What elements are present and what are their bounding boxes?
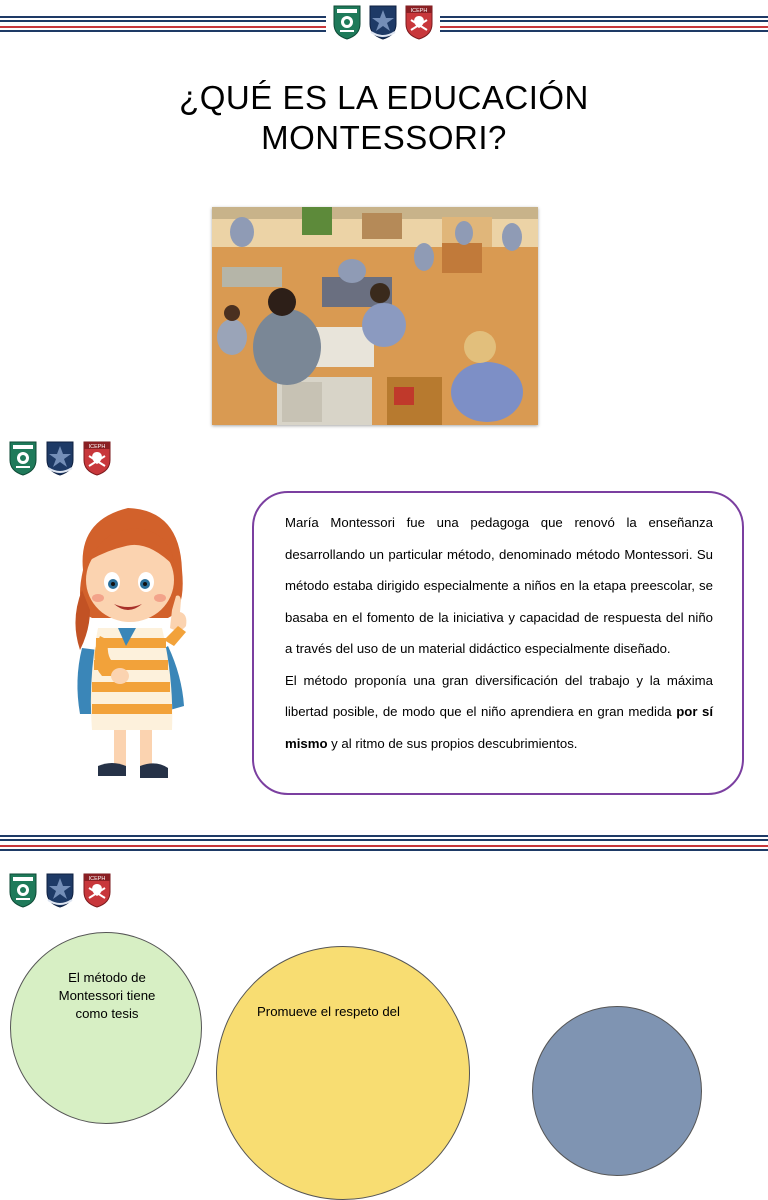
description-paragraph-1: María Montessori fue una pedagoga que renovó la enseñanza desarrollando un particular método, denominado método Montessori. Su método estaba dirigido especialmente a niños en la etapa preescolar, se basaba en el fomento de la iniciativa y capacidad de respuesta del niño a través del uso de un material didáctico especialmente diseñado. [285,515,713,656]
paragraph-2-bold: por sí mismo [285,704,714,751]
navy-crest-icon [42,440,78,476]
section-crests-1 [8,440,112,476]
cartoon-girl-illustration [68,500,203,790]
navy-crest-icon [368,4,398,40]
classroom-photo [212,207,538,425]
iceph-crest-icon [404,4,434,40]
info-circle-1-text: El método de Montessori tiene como tesis [58,970,156,1021]
paragraph-2-text: El método proponía una gran diversificación del trabajo y la máxima libertad posible, de modo que el niño aprendiera en gran medida [285,672,713,719]
iceph-crest-icon [82,872,112,908]
section-divider-stripes [0,833,768,853]
navy-crest-icon [42,872,78,908]
info-circle-2 [216,946,470,1200]
iceph-crest-icon [82,440,112,476]
fundacion-crest-icon [8,872,38,908]
svg-text:ICEPH: ICEPH [410,8,428,14]
info-circle-1 [10,932,202,1124]
svg-text:ICEPH: ICEPH [88,444,106,450]
title-line-2: MONTESSORI? [261,119,507,156]
fundacion-crest-icon [332,4,362,40]
paragraph-2-text-end: y al ritmo de sus propios descubrimientos. [327,735,578,751]
header-crests [326,4,440,40]
section-crests-2 [8,872,112,908]
page-title [0,78,768,158]
fundacion-crest-icon [8,440,38,476]
info-circle-2-text: Promueve el respeto del [257,1004,400,1019]
info-circle-3 [532,1006,702,1176]
description-paragraph-2 [285,665,713,760]
title-line-1: ¿QUÉ ES LA EDUCACIÓN [179,79,589,116]
svg-text:ICEPH: ICEPH [88,876,106,882]
montessori-description-box [252,491,744,795]
